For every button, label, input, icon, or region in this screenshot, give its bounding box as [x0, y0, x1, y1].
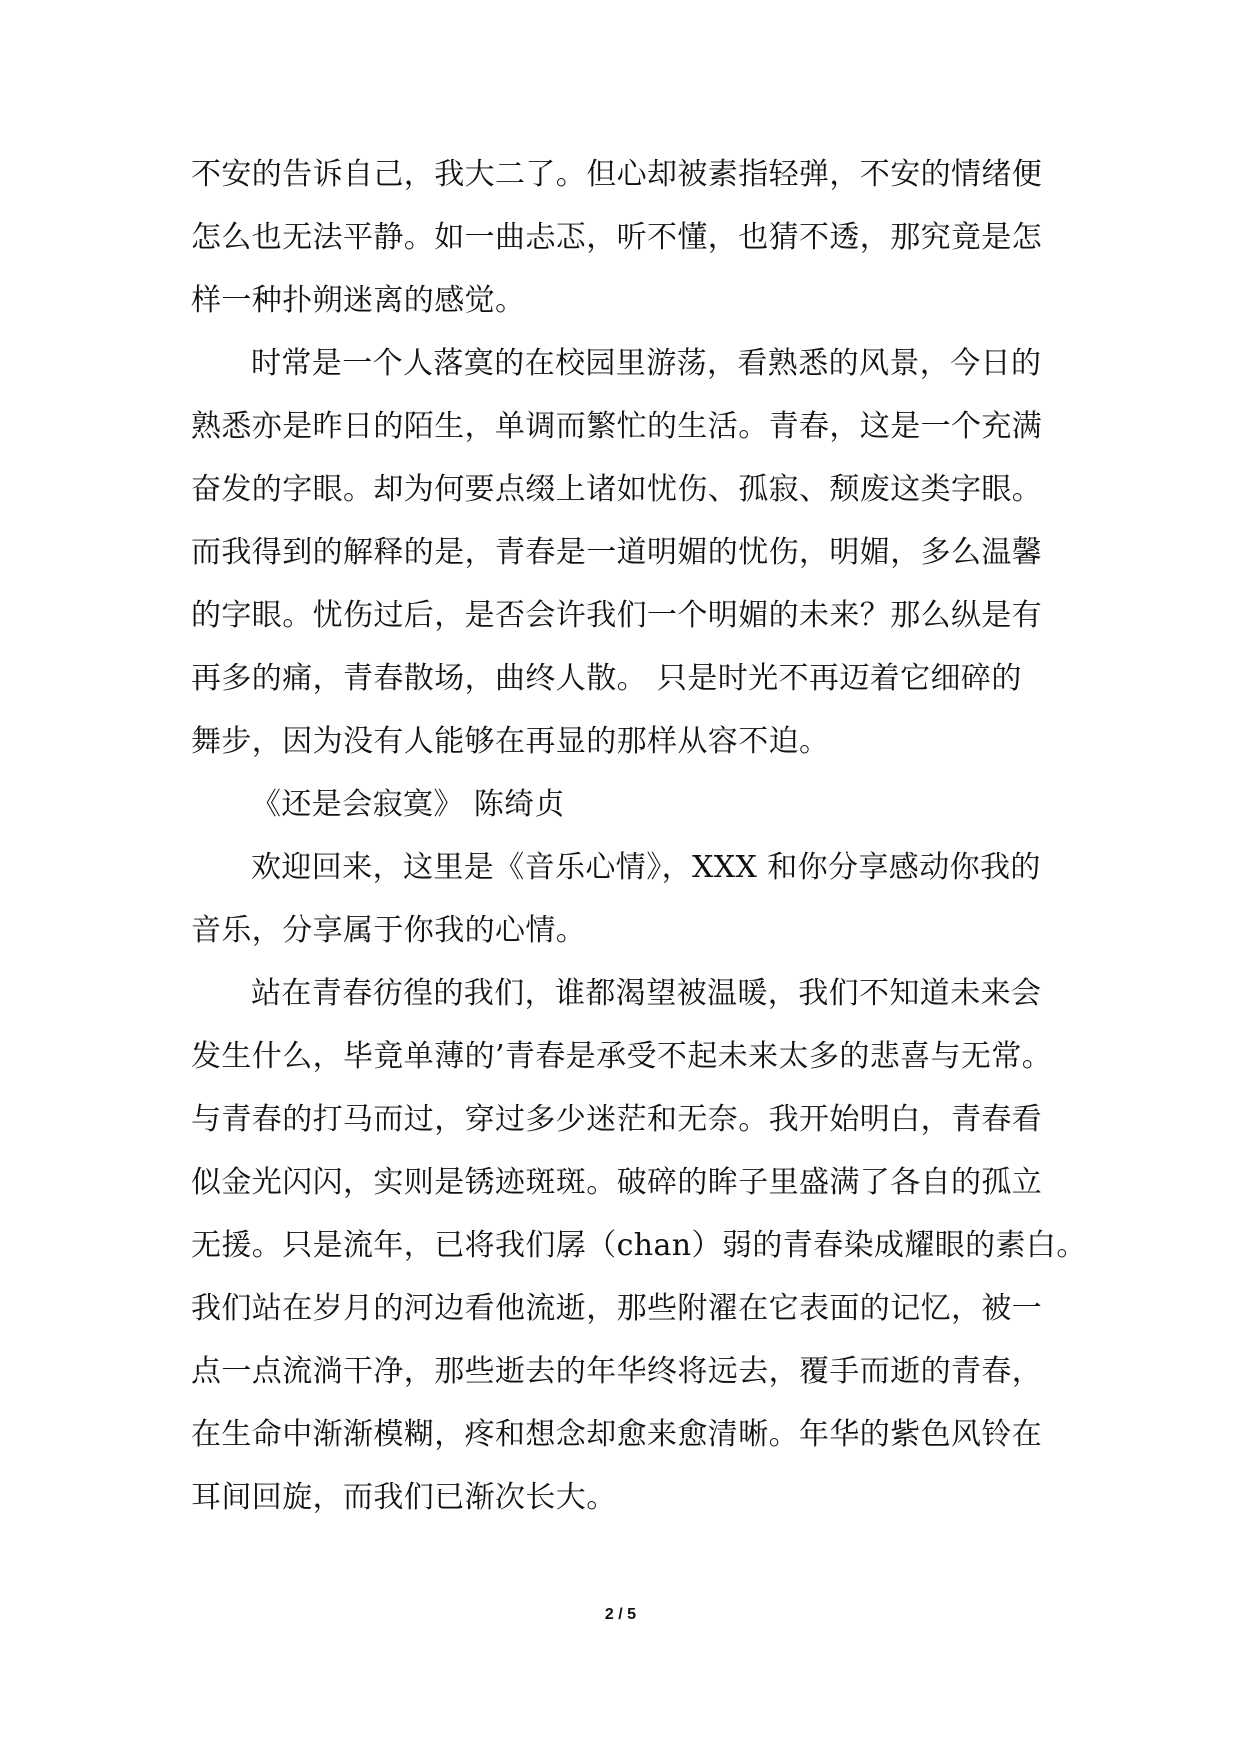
text-line: 怎么也无法平静。如一曲忐忑，听不懂，也猜不透，那究竟是怎 [191, 220, 1043, 255]
text-line: 我们站在岁月的河边看他流逝，那些附濯在它表面的记忆，被一 [191, 1291, 1043, 1326]
text-line: 样一种扑朔迷离的感觉。 [191, 283, 526, 318]
text-line: 而我得到的解释的是，青春是一道明媚的忧伤，明媚，多么温馨 [191, 535, 1043, 570]
text-line: 点一点流淌干净，那些逝去的年华终将远去，覆手而逝的青春， [191, 1354, 1043, 1389]
text-line: 在生命中渐渐模糊，疼和想念却愈来愈清晰。年华的紫色风铃在 [191, 1417, 1043, 1452]
text-line: 舞步，因为没有人能够在再显的那样从容不迫。 [191, 724, 830, 759]
text-line: 发生什么，毕竟单薄的’青春是承受不起未来太多的悲喜与无常。 [191, 1039, 1053, 1074]
song-title-line: 《还是会寂寞》 陈绮贞 [251, 787, 565, 822]
text-line: 不安的告诉自己，我大二了。但心却被素指轻弹，不安的情绪便 [191, 157, 1043, 192]
text-line: 时常是一个人落寞的在校园里游荡，看熟悉的风景，今日的 [251, 346, 1042, 381]
text-line: 欢迎回来，这里是《音乐心情》，XXX 和你分享感动你我的 [251, 850, 1041, 885]
text-line: 站在青春彷徨的我们，谁都渴望被温暖，我们不知道未来会 [251, 976, 1042, 1011]
text-line: 再多的痛，青春散场，曲终人散。 只是时光不再迈着它细碎的 [191, 661, 1022, 696]
text-line: 耳间回旋，而我们已渐次长大。 [191, 1480, 617, 1515]
page-number: 2 / 5 [604, 1606, 637, 1623]
text-line: 似金光闪闪，实则是锈迹斑斑。破碎的眸子里盛满了各自的孤立 [191, 1165, 1043, 1200]
text-line: 无援。只是流年，已将我们孱（chan）弱的青春染成耀眼的素白。 [191, 1228, 1087, 1263]
text-line: 的字眼。忧伤过后，是否会许我们一个明媚的未来？那么纵是有 [191, 598, 1043, 633]
text-line: 与青春的打马而过，穿过多少迷茫和无奈。我开始明白，青春看 [191, 1102, 1043, 1137]
text-line: 音乐，分享属于你我的心情。 [191, 913, 587, 948]
text-line: 奋发的字眼。却为何要点缀上诸如忧伤、孤寂、颓废这类字眼。 [191, 472, 1043, 507]
text-line: 熟悉亦是昨日的陌生，单调而繁忙的生活。青春，这是一个充满 [191, 409, 1043, 444]
